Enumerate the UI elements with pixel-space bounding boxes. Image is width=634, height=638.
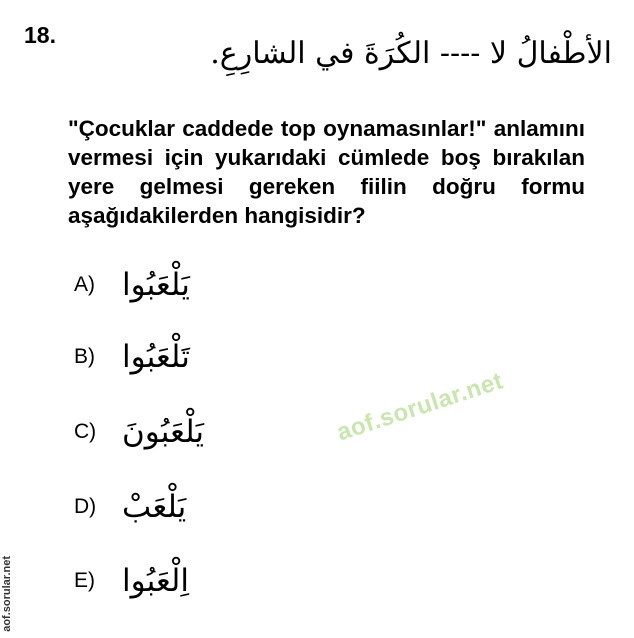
option-c[interactable] xyxy=(74,402,204,462)
watermark: aof.sorular.net xyxy=(333,367,507,447)
option-text: يَلْعَبُوا xyxy=(122,267,190,303)
question-number: 18. xyxy=(24,22,56,48)
option-a[interactable] xyxy=(74,255,190,315)
option-letter: A) xyxy=(74,273,95,296)
option-letter: E) xyxy=(74,569,95,592)
arabic-sentence: الأطْفالُ لا ---- الكُرَةَ في الشارِعِ. xyxy=(210,36,612,71)
option-text: اِلْعَبُوا xyxy=(122,563,189,599)
side-watermark: aof.sorular.net xyxy=(1,556,13,632)
option-text: تَلْعَبُوا xyxy=(122,339,190,375)
option-b[interactable] xyxy=(74,327,190,387)
option-letter: C) xyxy=(74,420,97,443)
option-letter: D) xyxy=(74,495,97,518)
option-letter: B) xyxy=(74,345,95,368)
option-text: يَلْعَبُونَ xyxy=(122,414,204,450)
option-d[interactable] xyxy=(74,477,186,537)
option-text: يَلْعَبْ xyxy=(122,489,187,525)
option-e[interactable] xyxy=(74,551,189,611)
question-prompt: "Çocuklar caddede top oynamasınlar!" anlamını vermesi için yukarıdaki cümlede boş bırakılan yere gelmesi gereken fiilin doğru formu aşağıdakilerden hangisidir? xyxy=(68,116,585,228)
